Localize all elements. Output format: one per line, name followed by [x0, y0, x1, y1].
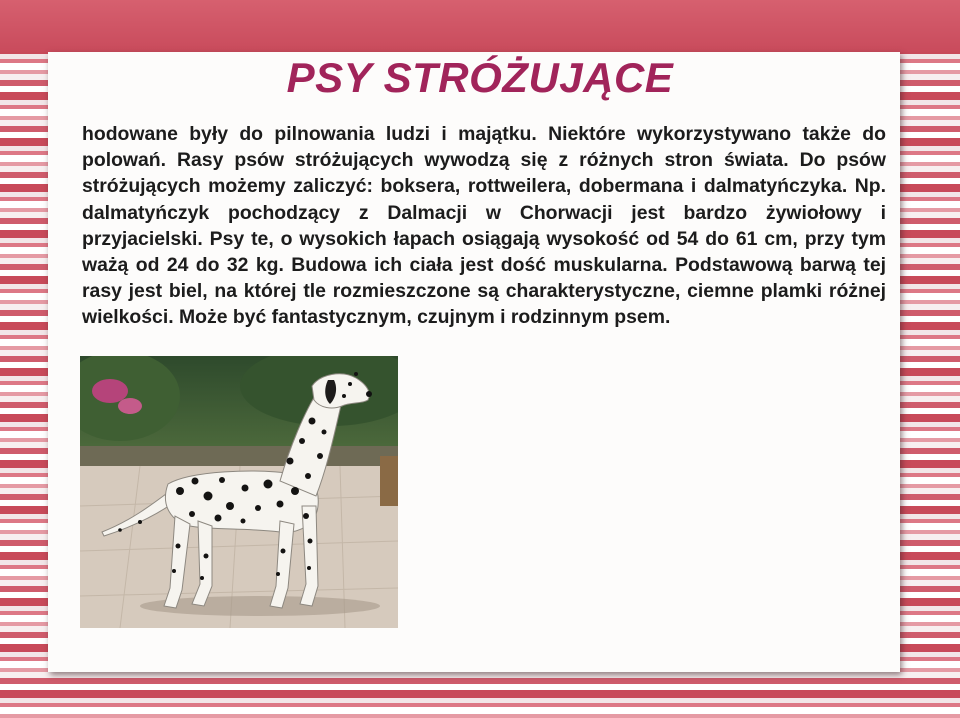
dalmatian-photo — [80, 356, 398, 628]
slide-paragraph: hodowane były do pilnowania ludzi i majątku. Niektóre wykorzystywano także do polowań. Rasy psów stróżujących wywodzą się z różnych stron świata. Do psów stróżujących możemy zaliczyć: boksera, rottweilera, dobermana i dalmatyńczyka. Np. dalmatyńczyk pochodzący z Dalmacji w Chorwacji jest bardzo żywiołowy i przyjacielski. Psy te, o wysokich łapach osiągają wysokość od 54 do 61 cm, przy tym ważą od 24 do 32 kg. Budowa ich ciała jest dość muskularna. Podstawową barwą tej rasy jest biel, na której tle rozmieszczone są charakterystyczne, ciemne plamki różnej wielkości. Może być fantastycznym, czujnym i rodzinnym psem. — [82, 123, 886, 329]
slide-title: PSY STRÓŻUJĄCE — [286, 54, 674, 101]
top-stripe-band — [0, 0, 960, 52]
